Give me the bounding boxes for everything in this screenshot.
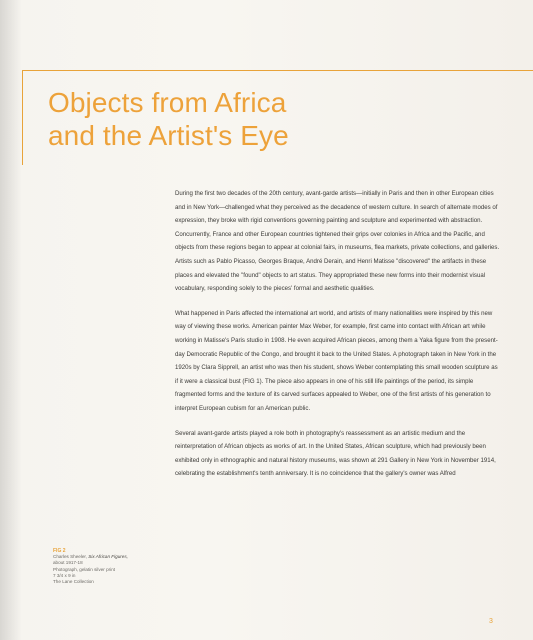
figure-label: FIG 2 [53,548,66,554]
caption-medium: Photograph, gelatin silver print [53,566,116,572]
title-line-1: Objects from Africa [48,87,287,118]
spine-shadow [0,0,22,640]
caption-artist: Charles Sheeler, Six African Figures, [53,554,128,560]
body-paragraph-1: During the first two decades of the 20th century, avant-garde artists—initially in Paris and then in other European cities and in New York—challenged what they perceived as the decadence of western culture. In search of alternate modes of expression, they broke with rigid conventions governing painting and sculpture and experimented with abstraction. Concurrently, France and other European countries tightened their grips over colonies in Africa and the Pacific, and objects from these regions began to appear at colonial fairs, in museums, flea markets, private collections, and galleries. Artists such as Pablo Picasso, Georges Braque, André Derain, and Henri Matisse "discovered" the artifacts in these places and elevated the "found" objects to art status. They appropriated these new forms into their modernist visual vocabulary, responding solely to the pieces' formal and aesthetic qualities. [175,190,500,293]
caption-collection: The Lane Collection [53,579,94,585]
caption-size: 7 3/4 x 9 in [53,572,76,578]
page-title [48,86,468,152]
title-rule-top [22,70,533,71]
body-paragraph-2: What happened in Paris affected the international art world, and artists of many nationalities were inspired by this new way of viewing these works. American painter Max Weber, for example, first came into contact with African art while working in Matisse's Paris studio in 1908. He even acquired African pieces, among them a Yaka figure from the present-day Democratic Republic of the Congo, and brought it back to the United States. A photograph taken in New York in the 1920s by Clara Sipprell, an artist who was then his student, shows Weber contemplating this small wooden sculpture as if it were a classical bust (FIG 1). The piece also appears in one of his still life paintings of the period, its simple fragmented forms and the texture of its carved surfaces appealed to Weber, one of the first artists of his generation to interpret European cubism for an American public. [175,309,498,412]
page-number: 3 [489,618,493,625]
title-rule-left [22,70,23,165]
caption-work-title: Six African Figures, [88,554,128,560]
figure-caption [53,548,163,585]
body-paragraph-3: Several avant-garde artists played a role both in photography's reassessment as an artistic medium and the reinterpretation of African objects as works of art. In the United States, African sculpture, which had previously been exhibited only in ethnographic and natural history museums, was shown at 291 Gallery in New York in November 1914, celebrating the establishment's tenth anniversary. It is no coincidence that the gallery's owner was Alfred [175,429,496,478]
title-line-2: and the Artist's Eye [48,120,289,151]
body-text [175,187,500,492]
caption-date: about 1917-18 [53,560,83,566]
